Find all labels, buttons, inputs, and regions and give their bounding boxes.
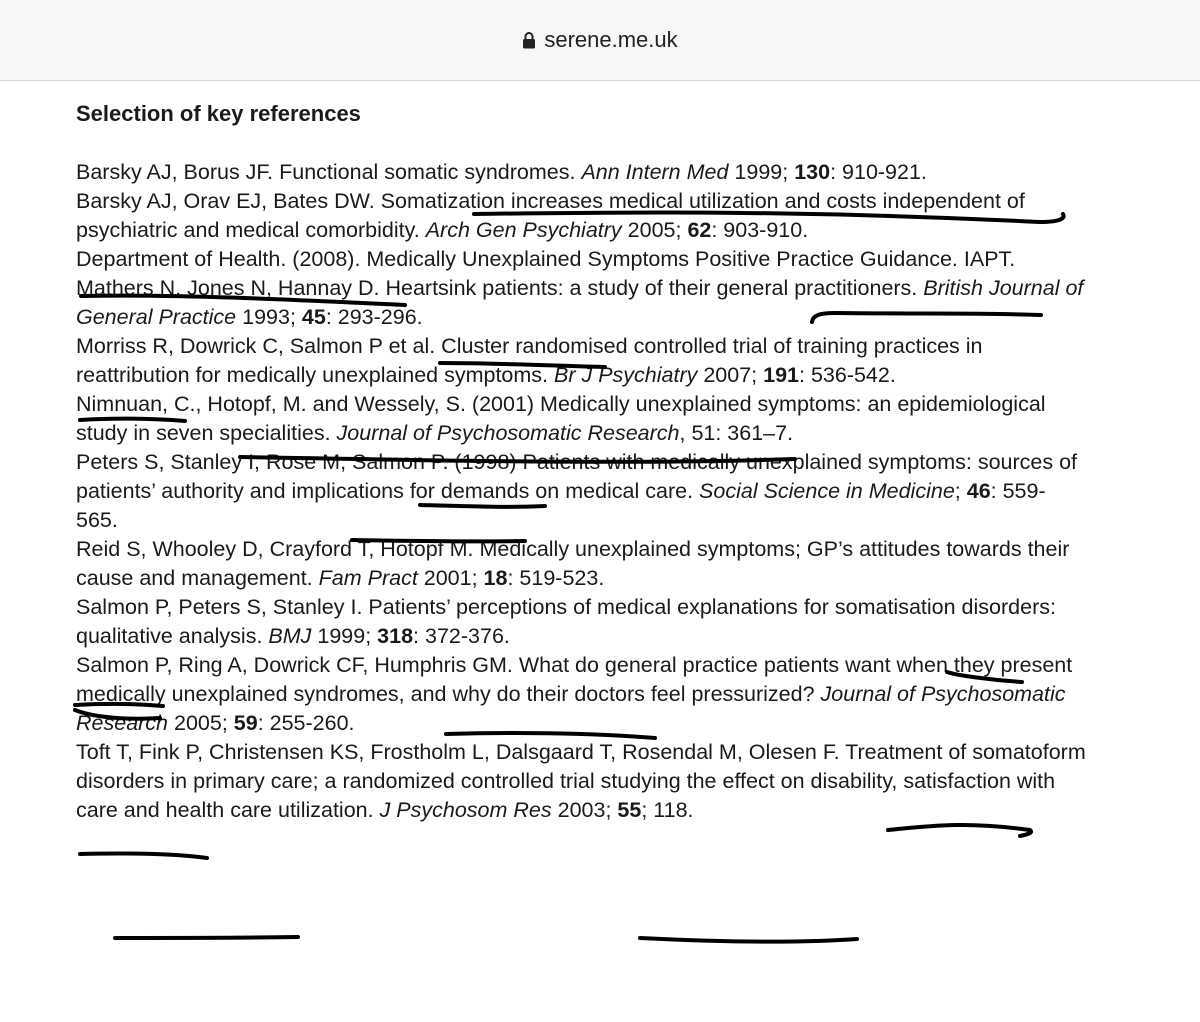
address-bar[interactable] <box>0 0 1200 81</box>
reference-text: , 51: 361–7. <box>679 421 794 445</box>
journal-name: BMJ <box>268 624 312 648</box>
journal-name: Journal of Psychosomatic Research <box>76 682 1066 735</box>
reference-entry <box>76 245 1086 274</box>
page-title: Selection of key references <box>76 101 361 126</box>
reference-text: Mathers N, Jones N, Hannay D. Heartsink patients: a study of their general practitioners. <box>76 276 924 300</box>
reference-text: 2001; <box>417 566 484 590</box>
reference-text: Salmon P, Peters S, Stanley I. Patients’ perceptions of medical explanations for somatisation disorders: qualitative analysis. <box>76 595 1056 648</box>
journal-name: Fam Pract <box>318 566 418 590</box>
reference-list <box>76 158 1086 825</box>
reference-entry <box>76 535 1086 593</box>
reference-entry <box>76 738 1086 825</box>
reference-text: : 559-565. <box>76 479 1046 532</box>
volume-number: 18 <box>483 566 508 590</box>
reference-text: Reid S, Whooley D, Crayford T, Hotopf M. Medically unexplained symptoms; GP’s attitudes towards their cause and management. <box>76 537 1070 590</box>
reference-text: 1999; <box>728 160 795 184</box>
reference-text: ; 118. <box>641 798 694 822</box>
journal-name: British Journal of General Practice <box>76 276 1084 329</box>
reference-entry <box>76 187 1086 245</box>
reference-text: : 903-910. <box>711 218 809 242</box>
reference-text: Barsky AJ, Borus JF. Functional somatic syndromes. <box>76 160 582 184</box>
ink-underline <box>888 825 1031 836</box>
reference-text: : 519-523. <box>507 566 605 590</box>
reference-entry <box>76 158 1086 187</box>
volume-number: 45 <box>301 305 326 329</box>
reference-text: 2007; <box>697 363 764 387</box>
lock-icon <box>522 31 536 49</box>
reference-text: 2003; <box>551 798 618 822</box>
reference-entry <box>76 593 1086 651</box>
reference-entry <box>76 448 1086 535</box>
reference-text: : 255-260. <box>257 711 355 735</box>
journal-name: Ann Intern Med <box>581 160 729 184</box>
volume-number: 191 <box>763 363 799 387</box>
reference-text: ; <box>954 479 967 503</box>
page-content <box>76 98 1086 825</box>
reference-text: Barsky AJ, Orav EJ, Bates DW. Somatization increases medical utilization and costs independent of psychiatric and medical comorbidity. <box>76 189 1025 242</box>
reference-text: 1999; <box>311 624 378 648</box>
reference-text: : 372-376. <box>413 624 510 648</box>
volume-number: 130 <box>794 160 831 184</box>
ink-underline <box>115 937 298 938</box>
reference-entry <box>76 390 1086 448</box>
reference-text: 2005; <box>621 218 688 242</box>
reference-text: Salmon P, Ring A, Dowrick CF, Humphris GM. What do general practice patients want when they present medically unexplained syndromes, and why do their doctors feel pressurized? <box>76 653 1073 706</box>
reference-text: : 536-542. <box>799 363 896 387</box>
reference-entry <box>76 332 1086 390</box>
journal-name: J Psychosom Res <box>379 798 552 822</box>
reference-text: Toft T, Fink P, Christensen KS, Frostholm L, Dalsgaard T, Rosendal M, Olesen F. Treatment of somatoform disorders in primary care; a randomized controlled trial studying the effect on disability, satisfaction with care and health care utilization. <box>76 740 1086 822</box>
volume-number: 59 <box>233 711 258 735</box>
journal-name: Arch Gen Psychiatry <box>425 218 622 242</box>
reference-text: Peters S, Stanley I, Rose M, Salmon P. (1998) Patients with medically unexplained symptoms: sources of patients’ authority and implications for demands on medical care. <box>76 450 1078 503</box>
reference-text: : 293-296. <box>325 305 423 329</box>
reference-text: Morriss R, Dowrick C, Salmon P et al. Cluster randomised controlled trial of training practices in reattribution for medically unexplained symptoms. <box>76 334 983 387</box>
ink-underline <box>640 938 857 942</box>
url-text: serene.me.uk <box>544 27 678 52</box>
reference-text: Nimnuan, C., Hotopf, M. and Wessely, S. (2001) Medically unexplained symptoms: an epidemiological study in seven specialities. <box>76 392 1046 445</box>
url-display[interactable] <box>522 27 677 53</box>
journal-name: Br J Psychiatry <box>554 363 698 387</box>
reference-text: 1993; <box>236 305 302 329</box>
reference-entry <box>76 274 1086 332</box>
volume-number: 46 <box>966 479 991 503</box>
reference-text: 2005; <box>168 711 234 735</box>
volume-number: 55 <box>617 798 642 822</box>
journal-name: Social Science in Medicine <box>699 479 955 503</box>
reference-text: : 910-921. <box>830 160 927 184</box>
journal-name: Journal of Psychosomatic Research <box>336 421 680 445</box>
reference-text: Department of Health. (2008). Medically Unexplained Symptoms Positive Practice Guidance. IAPT. <box>76 247 1016 271</box>
volume-number: 318 <box>377 624 414 648</box>
reference-entry <box>76 651 1086 738</box>
ink-underline <box>80 853 207 858</box>
volume-number: 62 <box>687 218 712 242</box>
